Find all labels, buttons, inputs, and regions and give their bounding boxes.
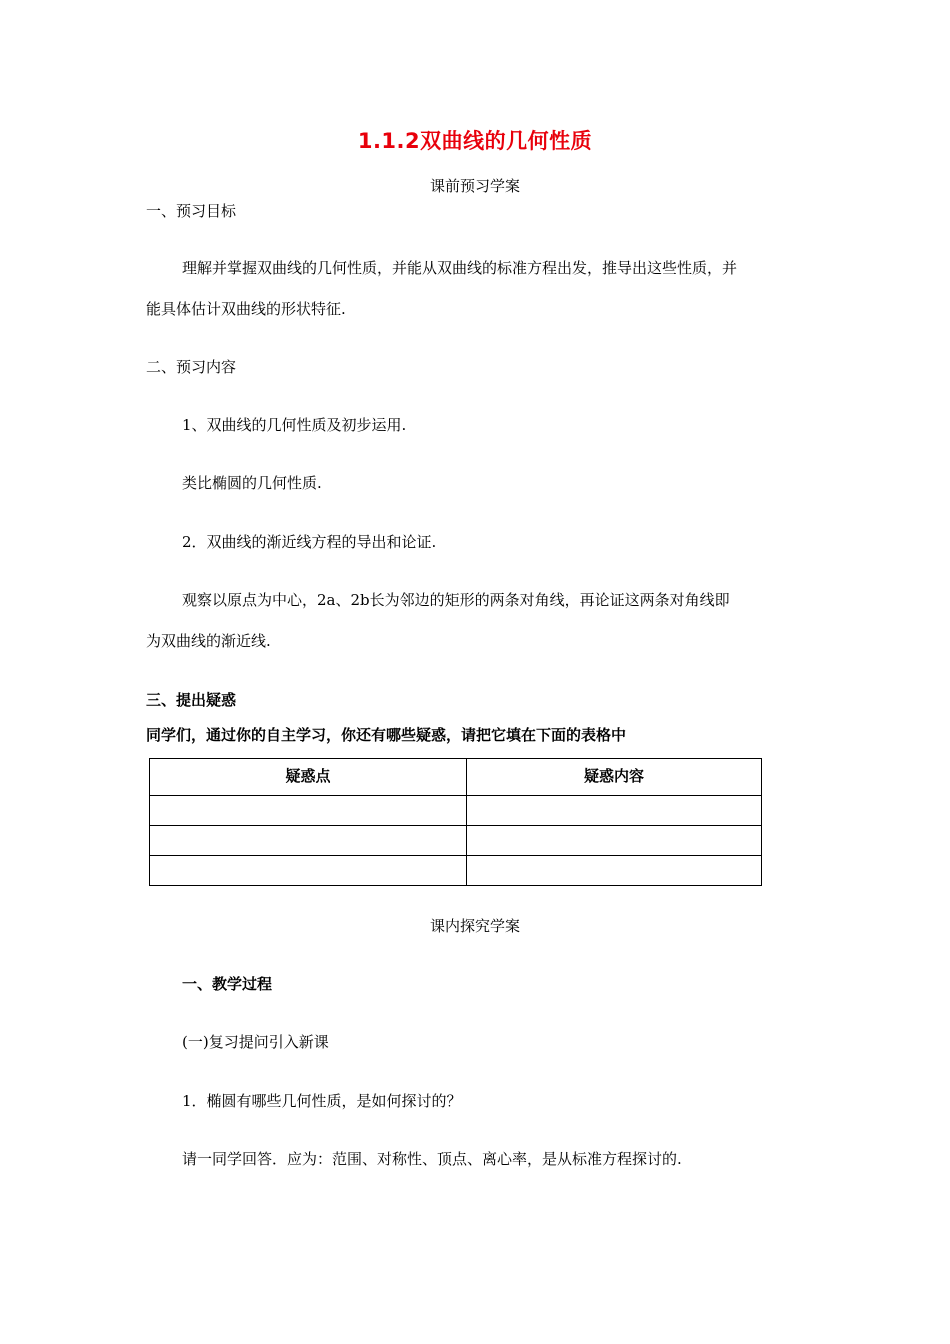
section3-heading: 三、提出疑惑 [146, 691, 237, 709]
content-item1: 1、双曲线的几何性质及初步运用. [182, 416, 407, 434]
in-class-heading: 课内探究学案 [429, 917, 520, 935]
teaching-process-heading: 一、教学过程 [182, 975, 273, 993]
table-cell[interactable] [150, 796, 467, 826]
section2-heading: 二、预习内容 [146, 358, 237, 376]
review-subheading: (一)复习提问引入新课 [182, 1033, 329, 1051]
answer-1: 请一同学回答．应为：范围、对称性、顶点、离心率，是从标准方程探讨的. [182, 1150, 682, 1168]
pre-class-heading: 课前预习学案 [429, 177, 520, 195]
section3-instruction: 同学们，通过你的自主学习，你还有哪些疑惑，请把它填在下面的表格中 [146, 726, 627, 744]
table-cell[interactable] [467, 796, 762, 826]
question-1: 1．椭圆有哪些几何性质，是如何探讨的？ [182, 1092, 462, 1110]
goal-paragraph-line2: 能具体估计双曲线的形状特征. [146, 300, 346, 318]
table-row [150, 856, 762, 886]
table-cell[interactable] [150, 826, 467, 856]
table-row [150, 826, 762, 856]
content-item1-note: 类比椭圆的几何性质. [182, 474, 322, 492]
content-item2: 2．双曲线的渐近线方程的导出和论证. [182, 533, 437, 551]
document-title: 1.1.2双曲线的几何性质 [357, 129, 593, 153]
doubts-table [149, 758, 762, 886]
table-cell[interactable] [467, 856, 762, 886]
section1-heading: 一、预习目标 [146, 202, 237, 220]
table-cell[interactable] [150, 856, 467, 886]
table-header-doubt-point: 疑惑点 [150, 759, 467, 796]
table-header-doubt-content: 疑惑内容 [467, 759, 762, 796]
content-item2-line2: 为双曲线的渐近线. [146, 632, 271, 650]
table-header-row [150, 759, 762, 796]
table-row [150, 796, 762, 826]
content-item2-line1: 观察以原点为中心，2a、2b长为邻边的矩形的两条对角线，再论证这两条对角线即 [182, 591, 730, 609]
table-cell[interactable] [467, 826, 762, 856]
goal-paragraph-line1: 理解并掌握双曲线的几何性质，并能从双曲线的标准方程出发，推导出这些性质，并 [182, 259, 738, 277]
